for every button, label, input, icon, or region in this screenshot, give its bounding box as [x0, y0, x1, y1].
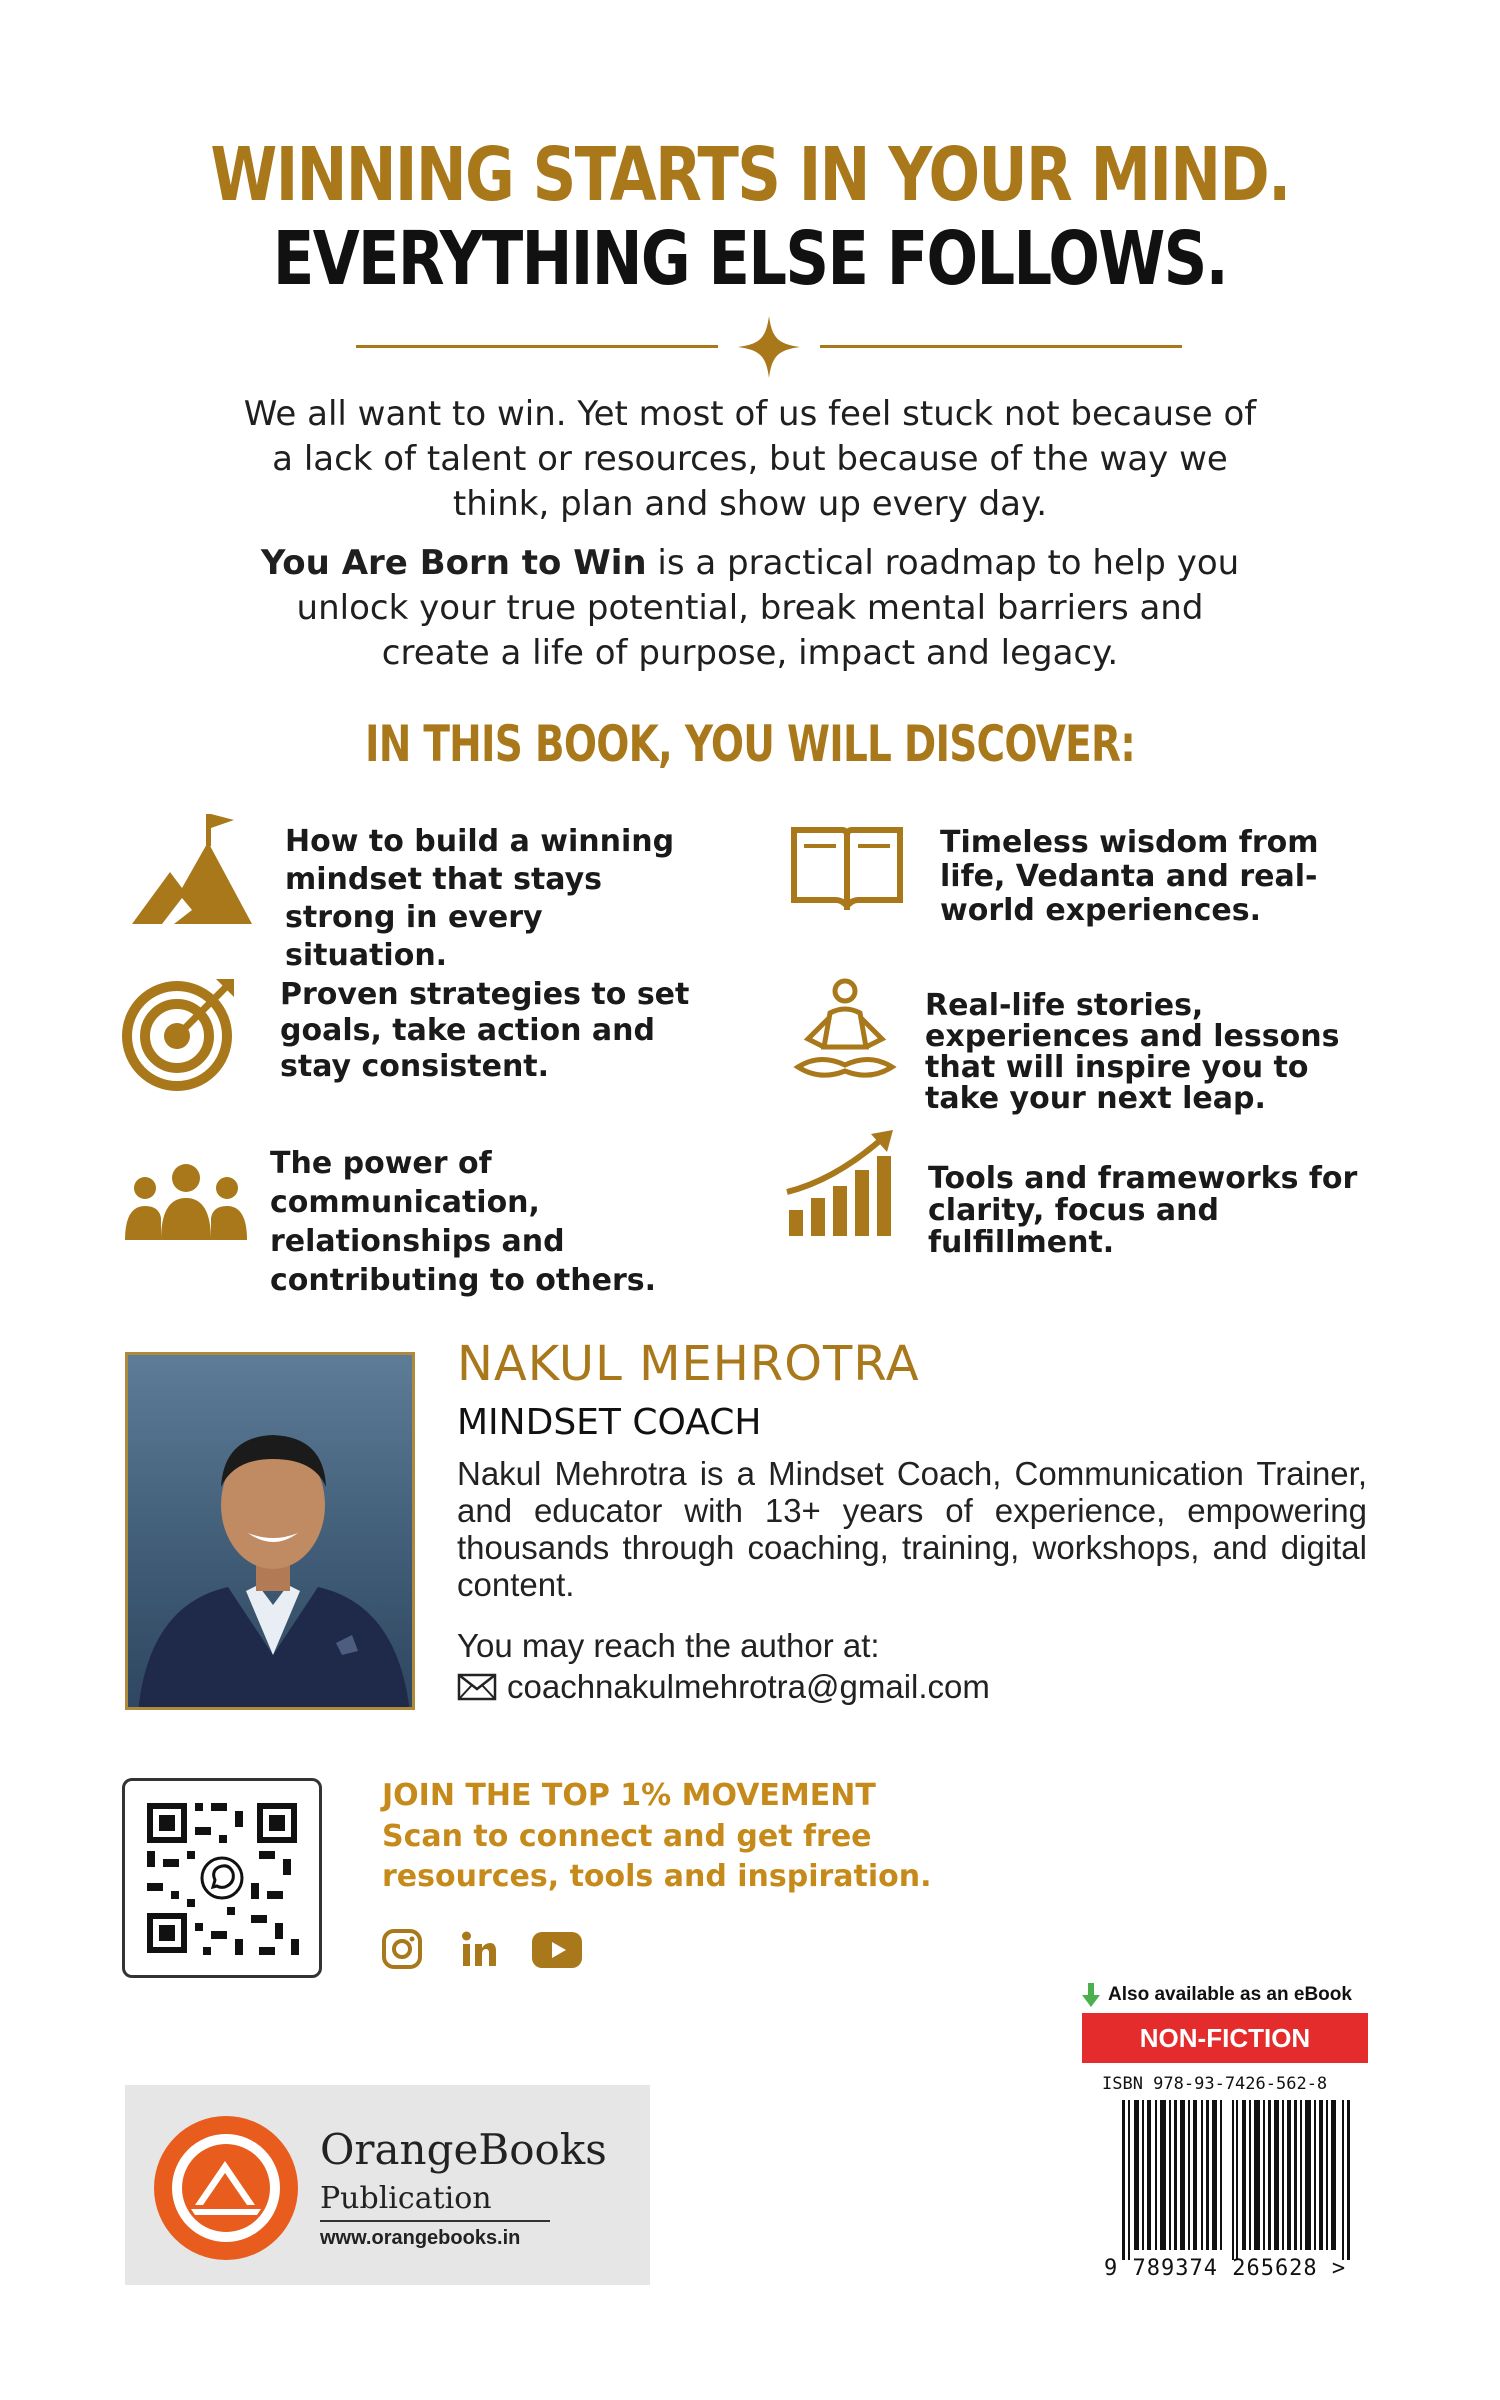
orangebooks-logo-icon [151, 2113, 301, 2263]
envelope-icon [457, 1673, 497, 1701]
down-arrow-icon [1082, 1983, 1100, 2007]
author-title: MINDSET COACH [457, 1402, 762, 1443]
genre-label: NON-FICTION [1082, 2013, 1368, 2063]
movement-title: JOIN THE TOP 1% MOVEMENT [382, 1778, 876, 1813]
ebook-note [1082, 1983, 1352, 2007]
divider-right [820, 345, 1182, 348]
movement-text: Scan to connect and get free resources, tools and inspiration. [382, 1819, 932, 1894]
intro-paragraph-2-text: is a practical roadmap to help you unlock your true potential, break mental barriers and create a life of purpose, impact and legacy. [296, 543, 1240, 673]
feature-1-text: How to build a winning mindset that stays strong in every situation. [285, 824, 675, 973]
ebook-text: Also available as an eBook [1108, 1984, 1352, 2005]
mountain-flag-icon [130, 810, 254, 926]
feature-5-text: The power of communication, relationships and contributing to others. [270, 1146, 657, 1298]
open-book-icon [790, 826, 904, 910]
barcode-digits: 9 789374 265628 > [1104, 2256, 1347, 2281]
publisher-logo-box [125, 2085, 650, 2285]
feature-3-text: Proven strategies to set goals, take action and stay consistent. [280, 977, 690, 1084]
youtube-icon[interactable] [532, 1932, 582, 1968]
instagram-icon[interactable] [381, 1928, 423, 1970]
author-email[interactable]: coachnakulmehrotra@gmail.com [507, 1668, 990, 1705]
target-icon [122, 975, 238, 1091]
intro-paragraph-1: We all want to win. Yet most of us feel stuck not because of a lack of talent or resources, but because of the way we think, plan and show up every day. [243, 394, 1257, 524]
headline-line-2: EVERYTHING ELSE FOLLOWS. [272, 216, 1228, 302]
isbn-barcode-box [1082, 2068, 1368, 2290]
sparkle-icon [736, 314, 802, 380]
publisher-subtitle: Publication [320, 2181, 492, 2216]
publisher-url[interactable]: www.orangebooks.in [320, 2227, 521, 2249]
publisher-divider [320, 2220, 550, 2222]
meditation-icon [790, 977, 900, 1087]
growth-chart-icon [785, 1130, 895, 1238]
isbn-text: ISBN 978-93-7426-562-8 [1102, 2074, 1328, 2094]
author-name: NAKUL MEHROTRA [457, 1336, 920, 1392]
qr-code-icon [125, 1781, 319, 1975]
feature-4-text: Real-life stories, experiences and lessons that will inspire you to take your next leap. [925, 988, 1340, 1116]
email-row [457, 1668, 990, 1706]
book-title: You Are Born to Win [260, 543, 647, 583]
qr-code-box[interactable] [122, 1778, 322, 1978]
divider-left [356, 345, 718, 348]
publisher-name: OrangeBooks [320, 2125, 607, 2174]
reach-label: You may reach the author at: [457, 1627, 880, 1664]
author-portrait-image [128, 1355, 415, 1710]
feature-2-text: Timeless wisdom from life, Vedanta and real-world experiences. [940, 825, 1319, 928]
headline-line-1: WINNING STARTS IN YOUR MIND. [210, 132, 1290, 218]
linkedin-icon[interactable] [460, 1930, 498, 1968]
author-photo [125, 1352, 415, 1710]
discover-heading: IN THIS BOOK, YOU WILL DISCOVER: [364, 715, 1136, 773]
feature-6-text: Tools and frameworks for clarity, focus and fulfillment. [928, 1161, 1358, 1260]
group-icon [125, 1164, 247, 1240]
barcode-image [1122, 2100, 1352, 2260]
intro-paragraph-2 [240, 541, 1260, 676]
author-bio: Nakul Mehrotra is a Mindset Coach, Communication Trainer, and educator with 13+ years of experience, empowering thousands through coaching, training, workshops, and digital content. [457, 1455, 1367, 1603]
